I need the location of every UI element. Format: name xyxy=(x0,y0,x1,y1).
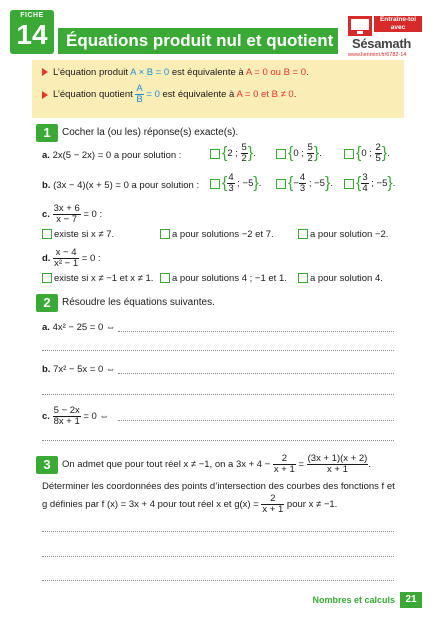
page-title: Équations produit nul et quotient xyxy=(66,31,334,50)
checkbox[interactable] xyxy=(210,149,220,159)
ex1-b-option-3[interactable]: { $\frac{3}{4}$ ; −5}. xyxy=(344,173,395,194)
ex1-question-c: c. $\frac{3x + 6}{x - 7}$ = 0 : xyxy=(42,203,103,225)
answer-line[interactable] xyxy=(118,331,394,332)
checkbox[interactable] xyxy=(344,149,354,159)
exercise-1-number: 1 xyxy=(36,124,58,142)
ex1-a-option-3[interactable]: {0 ; $\frac{2}{5}$ }. xyxy=(344,143,390,164)
checkbox[interactable] xyxy=(344,179,354,189)
ex1-c-option-2[interactable]: a pour solutions −2 et 7. xyxy=(160,229,274,240)
sesamath-logo: Sésamath xyxy=(352,36,412,51)
ex1-question-b: b. (3x − 4)(x + 5) = 0 a pour solution : xyxy=(42,180,200,191)
ex3-statement-line3: g définies par f (x) = 3x + 4 pour tout réel x et g(x) = $\frac{2}{x + 1}$ pour x ≠ −1. xyxy=(42,493,338,515)
ex1-a-option-1[interactable]: {2 ; $\frac{5}{2}$ }. xyxy=(210,143,256,164)
ex1-c-option-3[interactable]: a pour solution −2. xyxy=(298,229,388,240)
answer-line[interactable] xyxy=(118,420,394,421)
checkbox[interactable] xyxy=(298,229,308,239)
checkbox[interactable] xyxy=(160,273,170,283)
ex1-question-d: d. $\frac{x - 4}{\text{x² − 1}}$ = 0 : xyxy=(42,247,101,269)
checkbox[interactable] xyxy=(298,273,308,283)
answer-line[interactable] xyxy=(42,556,394,557)
ex1-d-option-2[interactable]: a pour solutions 4 ; −1 et 1. xyxy=(160,273,287,284)
bullet-icon xyxy=(42,68,48,76)
fiche-label: FICHE xyxy=(20,12,44,19)
checkbox[interactable] xyxy=(210,179,220,189)
checkbox[interactable] xyxy=(276,149,286,159)
ex2-question-c: c. $\frac{5 - 2x}{8x + 1}$ = 0 ⇔ xyxy=(42,405,109,427)
answer-line[interactable] xyxy=(42,580,394,581)
checkbox[interactable] xyxy=(42,229,52,239)
answer-line[interactable] xyxy=(42,531,394,532)
sesamath-monitor-icon xyxy=(348,16,372,36)
checkbox[interactable] xyxy=(42,273,52,283)
exercise-2-instruction: Résoudre les équations suivantes. xyxy=(62,297,215,308)
fiche-number: 14 xyxy=(16,19,48,50)
answer-line[interactable] xyxy=(42,394,394,395)
rule-product: L’équation produit A × B = 0 est équivalente à A = 0 ou B = 0. xyxy=(42,67,309,78)
ex1-c-option-1[interactable]: existe si x ≠ 7. xyxy=(42,229,114,240)
ex1-question-a: a. 2x(5 − 2x) = 0 a pour solution : xyxy=(42,150,182,161)
bullet-icon xyxy=(42,91,48,99)
ex1-a-option-2[interactable]: {0 ; $\frac{5}{2}$ }. xyxy=(276,143,322,164)
ex3-statement-line1: On admet que pour tout réel x ≠ −1, on a 3x + 4 − $\frac{2}{x + 1}$ = $\frac{(3x + 1)(x + 2)}{x + 1}$ . xyxy=(62,453,371,475)
page-number: 21 xyxy=(400,592,422,608)
ex2-question-a: a. 4x² − 25 = 0 ⇔ xyxy=(42,322,116,333)
section-name: Nombres et calculs xyxy=(312,595,395,605)
ex1-d-option-3[interactable]: a pour solution 4. xyxy=(298,273,383,284)
answer-line[interactable] xyxy=(42,350,394,351)
exercise-1-instruction: Cocher la (ou les) réponse(s) exacte(s). xyxy=(62,127,239,138)
ex1-b-option-2[interactable]: {− $\frac{4}{3}$ ; −5}. xyxy=(276,173,333,194)
sesamath-banner[interactable]: Entraîne-toi avec xyxy=(374,16,422,32)
exercise-2-number: 2 xyxy=(36,294,58,312)
checkbox[interactable] xyxy=(276,179,286,189)
sesamath-link[interactable]: www.lienmini.fr/6782-14 xyxy=(348,52,407,58)
rule-quotient: L’équation quotient $\frac{A}{B}$ = 0 est équivalente à A = 0 et B ≠ 0. xyxy=(42,84,296,105)
exercise-3-number: 3 xyxy=(36,456,58,474)
answer-line[interactable] xyxy=(42,440,394,441)
checkbox[interactable] xyxy=(160,229,170,239)
ex1-b-option-1[interactable]: { $\frac{4}{3}$ ; −5}. xyxy=(210,173,261,194)
answer-line[interactable] xyxy=(118,373,394,374)
ex2-question-b: b. 7x² − 5x = 0 ⇔ xyxy=(42,364,116,375)
ex1-d-option-1[interactable]: existe si x ≠ −1 et x ≠ 1. xyxy=(42,273,153,284)
ex3-statement-line2: Déterminer les coordonnées des points d’intersection des courbes des fonctions f et xyxy=(42,481,395,492)
